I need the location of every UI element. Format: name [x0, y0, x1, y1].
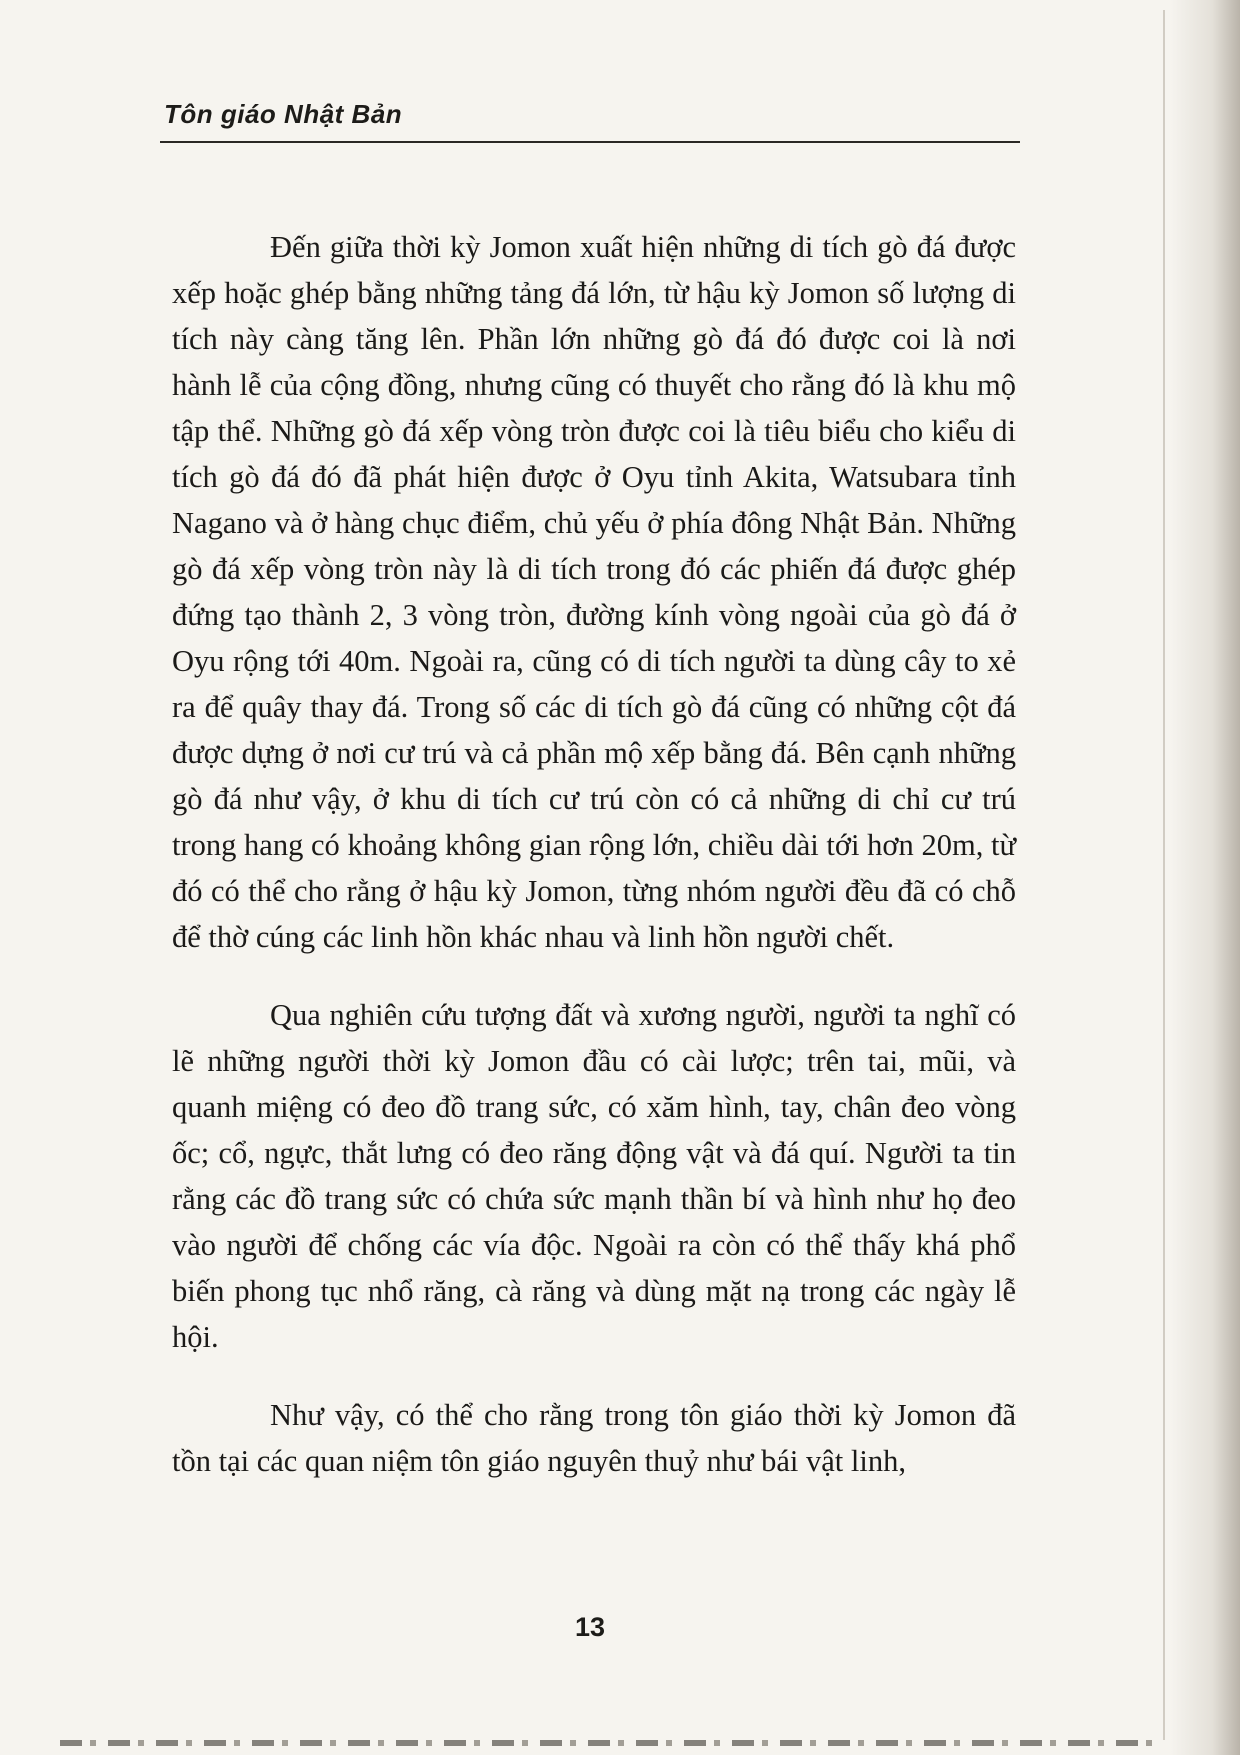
body-text: [172, 224, 1016, 1516]
page-edge-shadow: [1170, 0, 1240, 1755]
paragraph-1: Đến giữa thời kỳ Jomon xuất hiện những di tích gò đá được xếp hoặc ghép bằng những tảng đá lớn, từ hậu kỳ Jomon số lượng di tích này càng tăng lên. Phần lớn những gò đá đó được coi là nơi hành lễ của cộng đồng, nhưng cũng có thuyết cho rằng đó là khu mộ tập thể. Những gò đá xếp vòng tròn được coi là tiêu biểu cho kiểu di tích gò đá đó đã phát hiện được ở Oyu tỉnh Akita, Watsubara tỉnh Nagano và ở hàng chục điểm, chủ yếu ở phía đông Nhật Bản. Những gò đá xếp vòng tròn này là di tích trong đó các phiến đá được ghép đứng tạo thành 2, 3 vòng tròn, đường kính vòng ngoài của gò đá ở Oyu rộng tới 40m. Ngoài ra, cũng có di tích người ta dùng cây to xẻ ra để quây thay đá. Trong số các di tích gò đá cũng có những cột đá được dựng ở nơi cư trú và cả phần mộ xếp bằng đá. Bên cạnh những gò đá như vậy, ở khu di tích cư trú còn có cả những di chỉ cư trú trong hang có khoảng không gian rộng lớn, chiều dài tới hơn 20m, từ đó có thể cho rằng ở hậu kỳ Jomon, từng nhóm người đều đã có chỗ để thờ cúng các linh hồn khác nhau và linh hồn người chết.: [172, 230, 1016, 954]
page-number: 13: [574, 1612, 606, 1642]
scan-bottom-edge: [60, 1740, 1160, 1746]
page-edge-line: [1163, 10, 1165, 1740]
paragraph-3: Như vậy, có thể cho rằng trong tôn giáo thời kỳ Jomon đã tồn tại các quan niệm tôn giáo nguyên thuỷ như bái vật linh,: [172, 1398, 1016, 1478]
running-header-title: Tôn giáo Nhật Bản: [164, 99, 403, 129]
paragraph-2: Qua nghiên cứu tượng đất và xương người, người ta nghĩ có lẽ những người thời kỳ Jomon đầu có cài lược; trên tai, mũi, và quanh miệng có đeo đồ trang sức, có xăm hình, tay, chân đeo vòng ốc; cổ, ngực, thắt lưng có đeo răng động vật và đá quí. Người ta tin rằng các đồ trang sức có chứa sức mạnh thần bí và hình như họ đeo vào người để chống các vía độc. Ngoài ra còn có thể thấy khá phổ biến phong tục nhổ răng, cà răng và dùng mặt nạ trong các ngày lễ hội.: [172, 998, 1016, 1354]
running-header: [160, 95, 1020, 143]
